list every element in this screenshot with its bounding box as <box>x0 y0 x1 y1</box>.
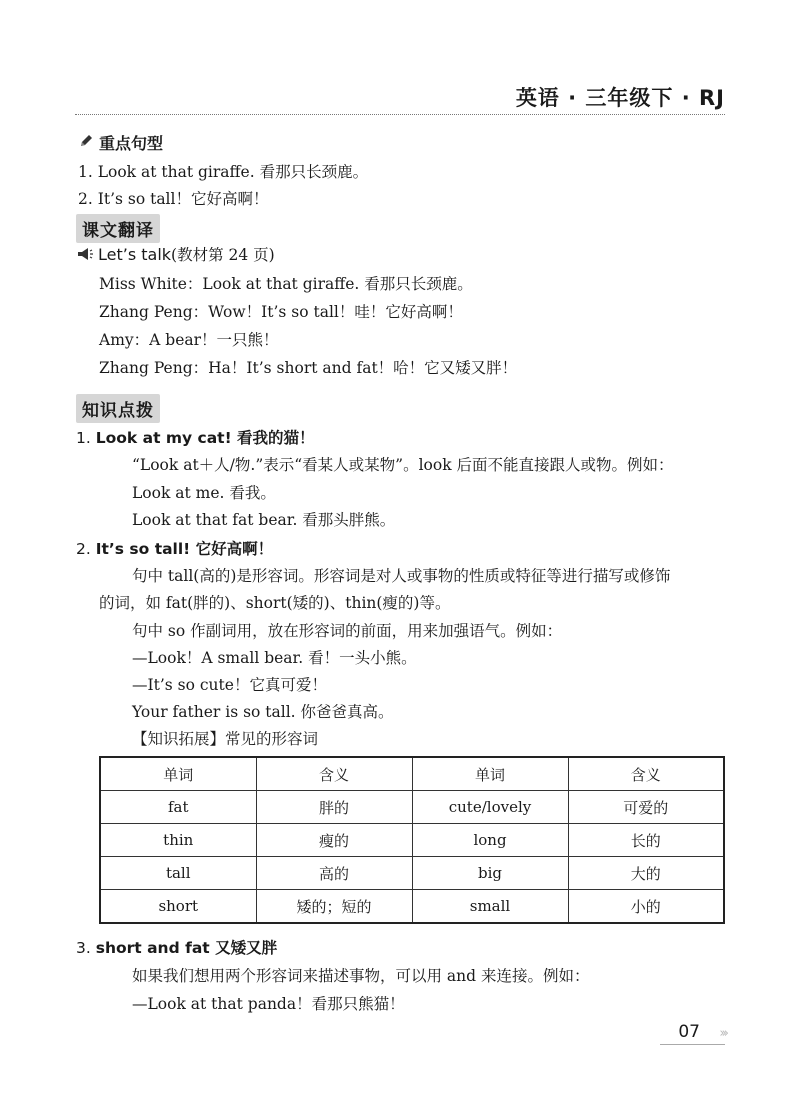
table-header-cell: 含义 <box>256 757 412 791</box>
point-1-example: Look at me. 看我。 <box>132 484 276 502</box>
dialogue-line: Zhang Peng：Ha！It’s short and fat！哈！它又矮又胖！ <box>99 359 518 377</box>
key-sentence-1: 1. Look at that giraffe. 看那只长颈鹿。 <box>78 163 369 181</box>
translation-title: 课文翻译 <box>76 214 160 243</box>
point-3-title: short and fat 又矮又胖 <box>95 939 278 957</box>
point-1-number: 1. <box>76 429 91 447</box>
point-2-text: 句中 tall(高的)是形容词。形容词是对人或事物的性质或特征等进行描写或修饰 <box>132 567 671 585</box>
point-3-number: 3. <box>76 939 91 957</box>
table-cell: 瘦的 <box>256 824 412 857</box>
lets-talk-label: Let’s talk <box>98 245 172 264</box>
point-2-heading <box>76 537 273 559</box>
point-1-heading <box>76 426 315 448</box>
point-2-title: It’s so tall! 它好高啊！ <box>95 540 274 558</box>
key-sentence-2: 2. It’s so tall！它好高啊！ <box>78 190 269 208</box>
table-cell: 矮的；短的 <box>256 890 412 924</box>
dialogue-line: Zhang Peng：Wow！It’s so tall！哇！它好高啊！ <box>99 303 463 321</box>
table-row <box>100 890 724 924</box>
point-1-title: Look at my cat! 看我的猫！ <box>95 429 315 447</box>
table-header-cell: 含义 <box>568 757 724 791</box>
knowledge-extension-label: 【知识拓展】常见的形容词 <box>132 730 319 748</box>
table-row <box>100 791 724 824</box>
point-2-number: 2. <box>76 540 91 558</box>
page-number-rule <box>660 1044 725 1045</box>
key-sentences-title: 重点句型 <box>99 134 164 153</box>
point-2-example: —It’s so cute！它真可爱！ <box>132 676 327 694</box>
table-cell: 大的 <box>568 857 724 890</box>
table-cell: 胖的 <box>256 791 412 824</box>
point-2-text: 句中 so 作副词用，放在形容词的前面，用来加强语气。例如： <box>132 622 563 640</box>
table-cell: thin <box>100 824 256 857</box>
table-header-cell: 单词 <box>100 757 256 791</box>
table-cell: big <box>412 857 568 890</box>
table-cell: 可爱的 <box>568 791 724 824</box>
point-1-text: “Look at＋人/物.”表示“看某人或某物”。look 后面不能直接跟人或物。例如： <box>132 456 674 474</box>
table-cell: small <box>412 890 568 924</box>
table-header-cell: 单词 <box>412 757 568 791</box>
table-cell: short <box>100 890 256 924</box>
point-2-text: 的词，如 fat(胖的)、short(矮的)、thin(瘦的)等。 <box>99 594 451 612</box>
lets-talk-heading <box>98 243 275 265</box>
pencil-icon <box>78 133 94 153</box>
table-cell: 高的 <box>256 857 412 890</box>
header-divider <box>75 114 725 115</box>
chevron-right-icon: ››› <box>719 1026 726 1041</box>
table-cell: cute/lovely <box>412 791 568 824</box>
point-2-example: Your father is so tall. 你爸爸真高。 <box>132 703 394 721</box>
point-1-example: Look at that fat bear. 看那头胖熊。 <box>132 511 396 529</box>
knowledge-title: 知识点拨 <box>76 394 160 423</box>
lets-talk-note: (教材第 24 页) <box>171 246 275 264</box>
table-row <box>100 857 724 890</box>
point-3-text: 如果我们想用两个形容词来描述事物，可以用 and 来连接。例如： <box>132 967 590 985</box>
table-cell: tall <box>100 857 256 890</box>
point-3-heading <box>76 936 277 958</box>
table-header-row <box>100 757 724 791</box>
speaker-icon <box>77 246 93 265</box>
adjective-table <box>99 756 725 924</box>
page-number: 07 <box>678 1022 700 1042</box>
table-row <box>100 824 724 857</box>
dialogue-line: Amy：A bear！一只熊！ <box>99 331 279 349</box>
point-3-example: —Look at that panda！看那只熊猫！ <box>132 995 405 1013</box>
point-2-example: —Look！A small bear. 看！一头小熊。 <box>132 649 417 667</box>
table-cell: long <box>412 824 568 857</box>
table-cell: 长的 <box>568 824 724 857</box>
table-cell: fat <box>100 791 256 824</box>
dialogue-line: Miss White：Look at that giraffe. 看那只长颈鹿。 <box>99 275 473 293</box>
table-cell: 小的 <box>568 890 724 924</box>
page-header-title: 英语 · 三年级下 · RJ <box>515 86 725 110</box>
